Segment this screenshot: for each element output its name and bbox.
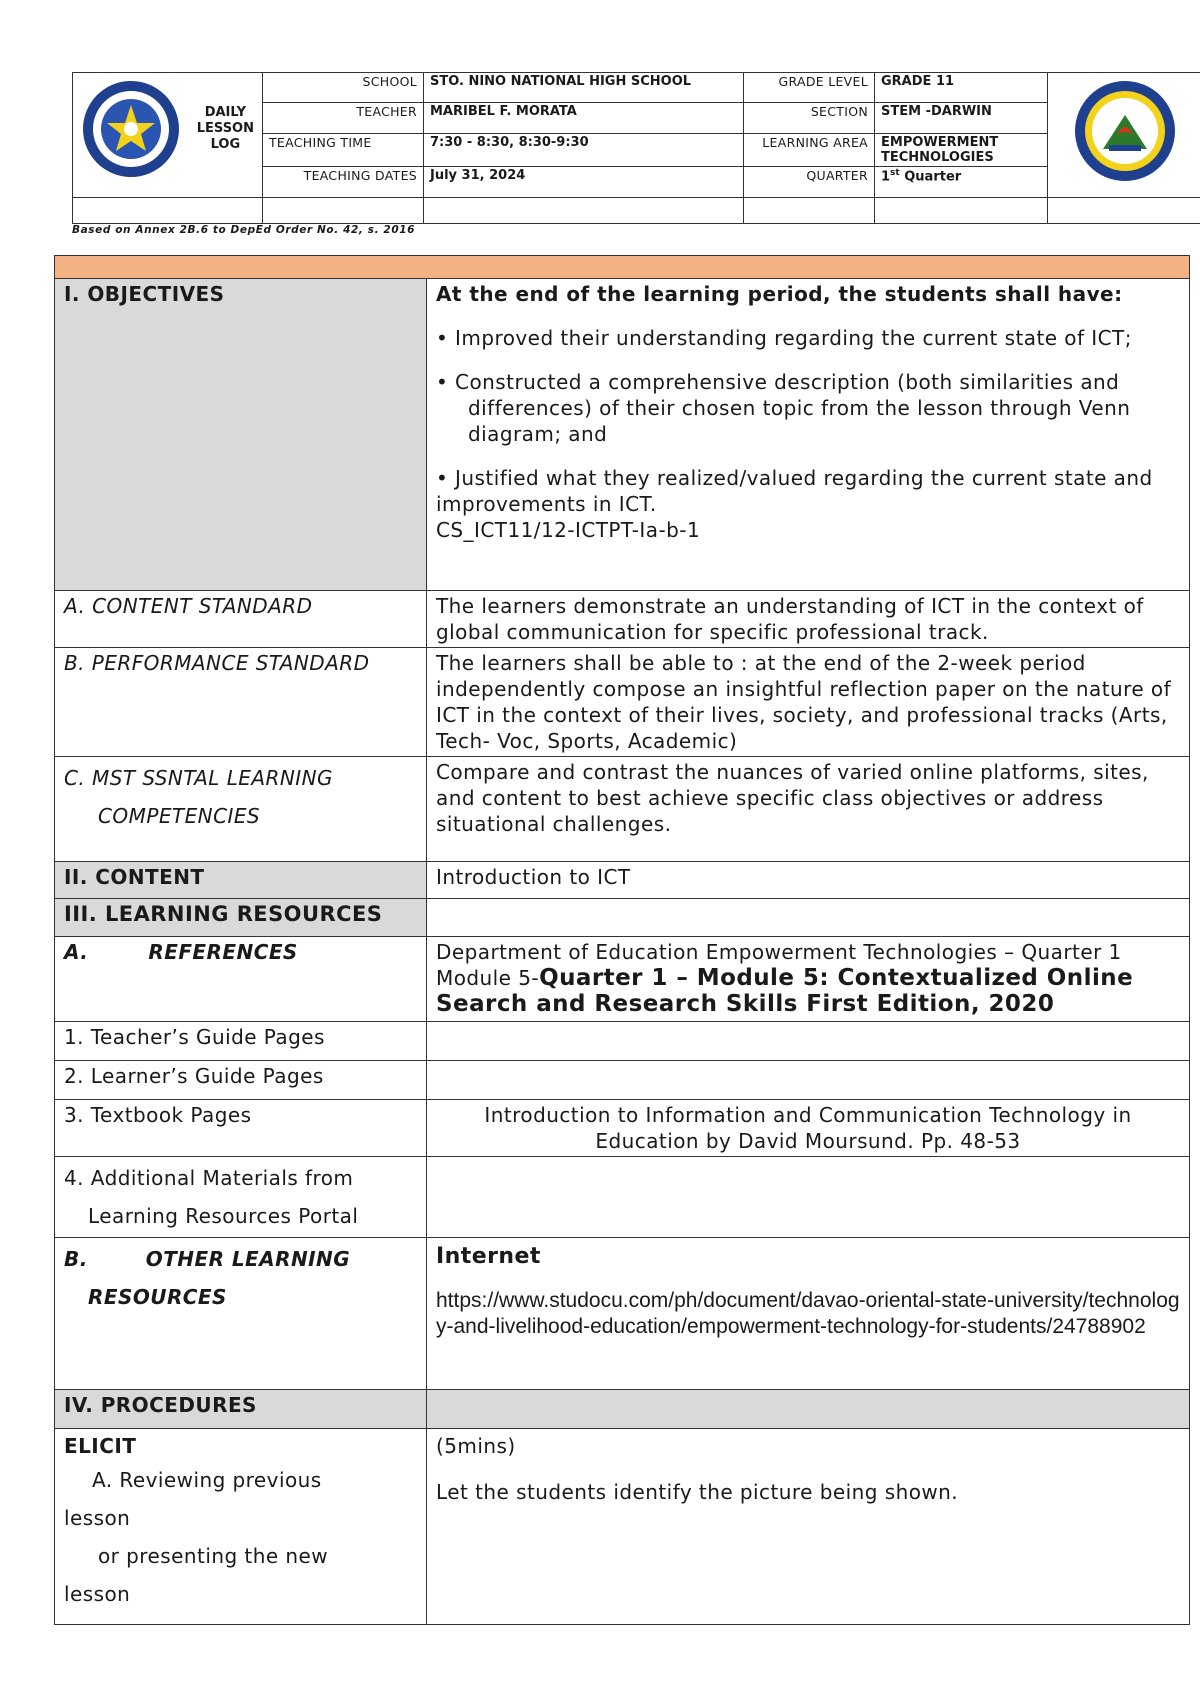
- references-label: A. REFERENCES: [55, 937, 427, 1022]
- learning-area-label: LEARNING AREA: [744, 133, 875, 166]
- empty-cell: [427, 899, 1190, 937]
- annex-note: Based on Annex 2B.6 to DepEd Order No. 42, s. 2016: [72, 224, 416, 236]
- empty-cell: [427, 1157, 1190, 1238]
- procedures-label: IV. PROCEDURES: [55, 1390, 427, 1429]
- teaching-dates-label: TEACHING DATES: [263, 167, 424, 197]
- competencies-row: [55, 757, 1190, 862]
- other-resources-row: [55, 1238, 1190, 1390]
- quarter-value: 1st Quarter: [875, 167, 1048, 197]
- additional-materials-label: 4. Additional Materials from Learning Resources Portal: [55, 1157, 427, 1238]
- deped-logo-cell: [73, 73, 263, 198]
- grade-level-label: GRADE LEVEL: [744, 73, 875, 103]
- objective-bullet-3: • Justified what they realized/valued regarding the current state and improvements in ICT.: [436, 466, 1153, 516]
- content-row: [55, 862, 1190, 899]
- elicit-label: ELICIT A. Reviewing previous lesson or presenting the new lesson: [55, 1429, 427, 1625]
- empty-cell: [427, 1390, 1190, 1429]
- objective-bullet-2-cont: differences) of their chosen topic from the lesson through Venn diagram; and: [468, 396, 1131, 446]
- references-text: Department of Education Empowerment Technologies – Quarter 1 Module 5-Quarter 1 – Module 5: Contextualized Online Search and Research Skills First Edition, 2020: [427, 937, 1190, 1022]
- empty-cell: [744, 197, 875, 223]
- competency-code: CS_ICT11/12-ICTPT-Ia-b-1: [436, 518, 701, 542]
- additional-materials-row: [55, 1157, 1190, 1238]
- internet-heading: Internet: [436, 1244, 541, 1269]
- resource-link[interactable]: https://www.studocu.com/ph/document/davao-oriental-state-university/technology-and-livelihood-education/empowerment-technology-for-students/24788902: [436, 1289, 1180, 1338]
- empty-cell: [1048, 197, 1200, 223]
- elicit-content: [427, 1429, 1190, 1625]
- textbook-row: [55, 1100, 1190, 1157]
- content-label: II. CONTENT: [55, 862, 427, 899]
- references-row: [55, 937, 1190, 1022]
- teaching-time-label: TEACHING TIME: [263, 133, 424, 166]
- learning-resources-row: [55, 899, 1190, 937]
- school-seal-icon: [1073, 79, 1177, 183]
- section-value: STEM -DARWIN: [875, 103, 1048, 133]
- content-standard-label: A. CONTENT STANDARD: [55, 591, 427, 648]
- daily-lesson-log-title: DAILY LESSON LOG: [196, 105, 254, 152]
- school-logo-cell: [1048, 73, 1200, 198]
- empty-cell: [424, 197, 744, 223]
- elicit-row: [55, 1429, 1190, 1625]
- learners-guide-row: [55, 1061, 1190, 1100]
- deped-seal-icon: [81, 79, 181, 179]
- textbook-label: 3. Textbook Pages: [55, 1100, 427, 1157]
- content-standard-row: [55, 591, 1190, 648]
- teachers-guide-label: 1. Teacher’s Guide Pages: [55, 1022, 427, 1061]
- teaching-dates-value: July 31, 2024: [424, 167, 744, 197]
- grade-level-value: GRADE 11: [875, 73, 1048, 103]
- section-label: SECTION: [744, 103, 875, 133]
- learning-area-value: EMPOWERMENT TECHNOLOGIES: [875, 133, 1048, 166]
- competencies-label: C. MST SSNTAL LEARNING COMPETENCIES: [55, 757, 427, 862]
- header-table: [72, 72, 1200, 224]
- performance-standard-label: B. PERFORMANCE STANDARD: [55, 648, 427, 757]
- lesson-table: [54, 255, 1190, 1625]
- objective-bullet-1: • Improved their understanding regarding the current state of ICT;: [436, 326, 1132, 350]
- objective-bullet-2: • Constructed a comprehensive description (both similarities and: [436, 370, 1120, 394]
- elicit-instruction: Let the students identify the picture being shown.: [436, 1480, 959, 1504]
- quarter-label: QUARTER: [744, 167, 875, 197]
- empty-cell: [875, 197, 1048, 223]
- content-text: Introduction to ICT: [427, 862, 1190, 899]
- objectives-row: [55, 279, 1190, 591]
- other-resources-content: [427, 1238, 1190, 1390]
- empty-cell: [263, 197, 424, 223]
- teacher-label: TEACHER: [263, 103, 424, 133]
- content-standard-text: The learners demonstrate an understanding of ICT in the context of global communication for specific professional track.: [427, 591, 1190, 648]
- school-label: SCHOOL: [263, 73, 424, 103]
- performance-standard-row: [55, 648, 1190, 757]
- orange-band: [55, 256, 1190, 279]
- objectives-intro: At the end of the learning period, the students shall have:: [436, 282, 1123, 306]
- learning-resources-label: III. LEARNING RESOURCES: [55, 899, 427, 937]
- competencies-text: Compare and contrast the nuances of varied online platforms, sites, and content to best achieve specific class objectives or address situational challenges.: [427, 757, 1190, 862]
- textbook-text: Introduction to Information and Communication Technology in Education by David Moursund. Pp. 48-53: [427, 1100, 1190, 1157]
- objectives-label: I. OBJECTIVES: [55, 279, 427, 591]
- other-resources-label: B. OTHER LEARNING RESOURCES: [55, 1238, 427, 1390]
- teachers-guide-row: [55, 1022, 1190, 1061]
- procedures-row: [55, 1390, 1190, 1429]
- empty-cell: [427, 1022, 1190, 1061]
- elicit-time: (5mins): [436, 1434, 516, 1458]
- learners-guide-label: 2. Learner’s Guide Pages: [55, 1061, 427, 1100]
- performance-standard-text: The learners shall be able to : at the end of the 2-week period independently compose an insightful reflection paper on the nature of ICT in the context of their lives, society, and professional tracks (Arts, Tech- Voc, Sports, Academic): [427, 648, 1190, 757]
- empty-cell: [427, 1061, 1190, 1100]
- teaching-time-value: 7:30 - 8:30, 8:30-9:30: [424, 133, 744, 166]
- empty-cell: [73, 197, 263, 223]
- objectives-content: [427, 279, 1190, 591]
- school-value: STO. NINO NATIONAL HIGH SCHOOL: [424, 73, 744, 103]
- teacher-value: MARIBEL F. MORATA: [424, 103, 744, 133]
